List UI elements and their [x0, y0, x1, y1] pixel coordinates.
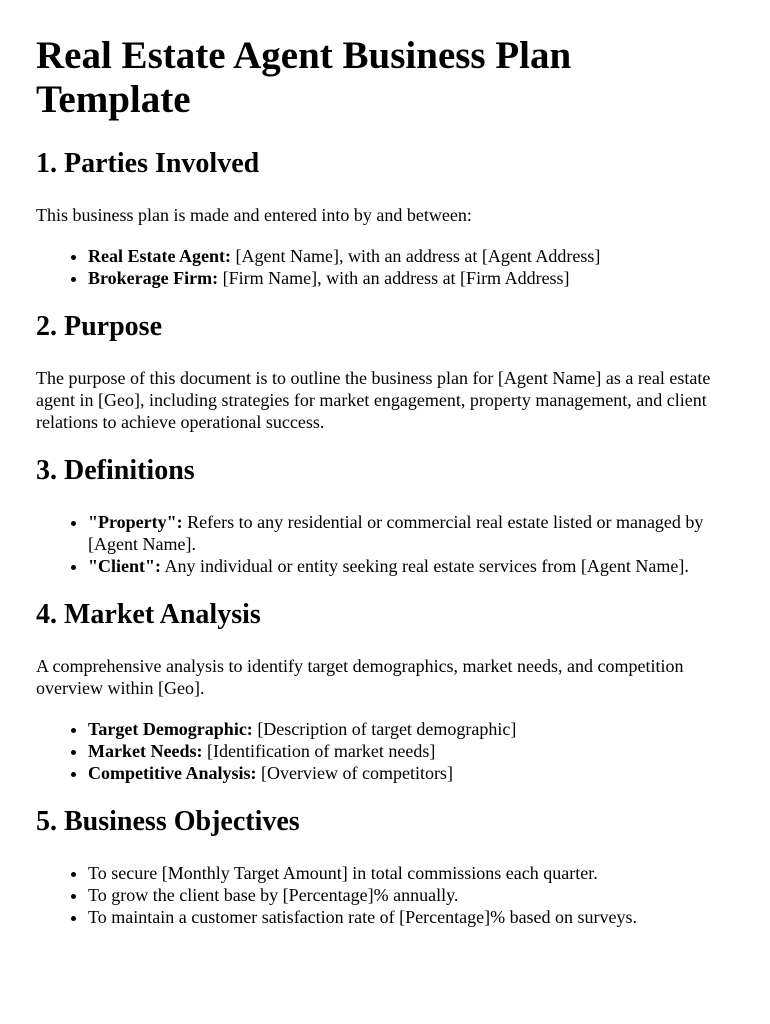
- section-intro: A comprehensive analysis to identify target demographics, market needs, and competition overview within [Geo].: [36, 656, 684, 698]
- list-item: [88, 906, 734, 928]
- section-heading: 5. Business Objectives: [36, 806, 300, 837]
- item-label: Real Estate Agent:: [88, 246, 231, 266]
- section-business-objectives: [36, 806, 734, 928]
- item-label: "Client":: [88, 556, 161, 576]
- section-purpose: [36, 311, 734, 433]
- item-text: Refers to any residential or commercial real estate listed or managed by [Agent Name].: [88, 512, 704, 554]
- item-text: Any individual or entity seeking real estate services from [Agent Name].: [160, 556, 689, 576]
- item-text: To maintain a customer satisfaction rate of [Percentage]% based on surveys.: [88, 907, 638, 927]
- objectives-list: [36, 862, 734, 928]
- section-intro: The purpose of this document is to outline the business plan for [Agent Name] as a real estate agent in [Geo], including strategies for market engagement, property management, and client relations to achieve operational success.: [36, 368, 711, 432]
- list-item: [88, 862, 734, 884]
- definitions-list: [36, 511, 734, 577]
- item-text: [Firm Name], with an address at [Firm Address]: [218, 268, 570, 288]
- document-title: Real Estate Agent Business Plan Template: [36, 34, 572, 121]
- item-label: Competitive Analysis:: [88, 763, 257, 783]
- item-text: To secure [Monthly Target Amount] in total commissions each quarter.: [88, 863, 598, 883]
- list-item: [88, 740, 734, 762]
- section-definitions: [36, 455, 734, 577]
- list-item: [88, 245, 734, 267]
- list-item: [88, 555, 734, 577]
- section-market-analysis: [36, 599, 734, 784]
- parties-list: [36, 245, 734, 289]
- item-label: "Property":: [88, 512, 183, 532]
- item-label: Market Needs:: [88, 741, 203, 761]
- item-text: [Description of target demographic]: [252, 719, 517, 739]
- item-text: [Identification of market needs]: [202, 741, 436, 761]
- item-text: [Overview of competitors]: [256, 763, 453, 783]
- list-item: [88, 718, 734, 740]
- list-item: [88, 511, 734, 555]
- list-item: [88, 267, 734, 289]
- item-label: Target Demographic:: [88, 719, 253, 739]
- item-text: [Agent Name], with an address at [Agent Address]: [230, 246, 601, 266]
- section-heading: 1. Parties Involved: [36, 148, 260, 179]
- list-item: [88, 762, 734, 784]
- section-heading: 2. Purpose: [36, 311, 162, 342]
- section-heading: 4. Market Analysis: [36, 599, 261, 630]
- item-label: Brokerage Firm:: [88, 268, 219, 288]
- section-parties-involved: [36, 148, 734, 289]
- market-analysis-list: [36, 718, 734, 784]
- section-heading: 3. Definitions: [36, 455, 195, 486]
- item-text: To grow the client base by [Percentage]% annually.: [88, 885, 459, 905]
- section-intro: This business plan is made and entered into by and between:: [36, 205, 472, 225]
- list-item: [88, 884, 734, 906]
